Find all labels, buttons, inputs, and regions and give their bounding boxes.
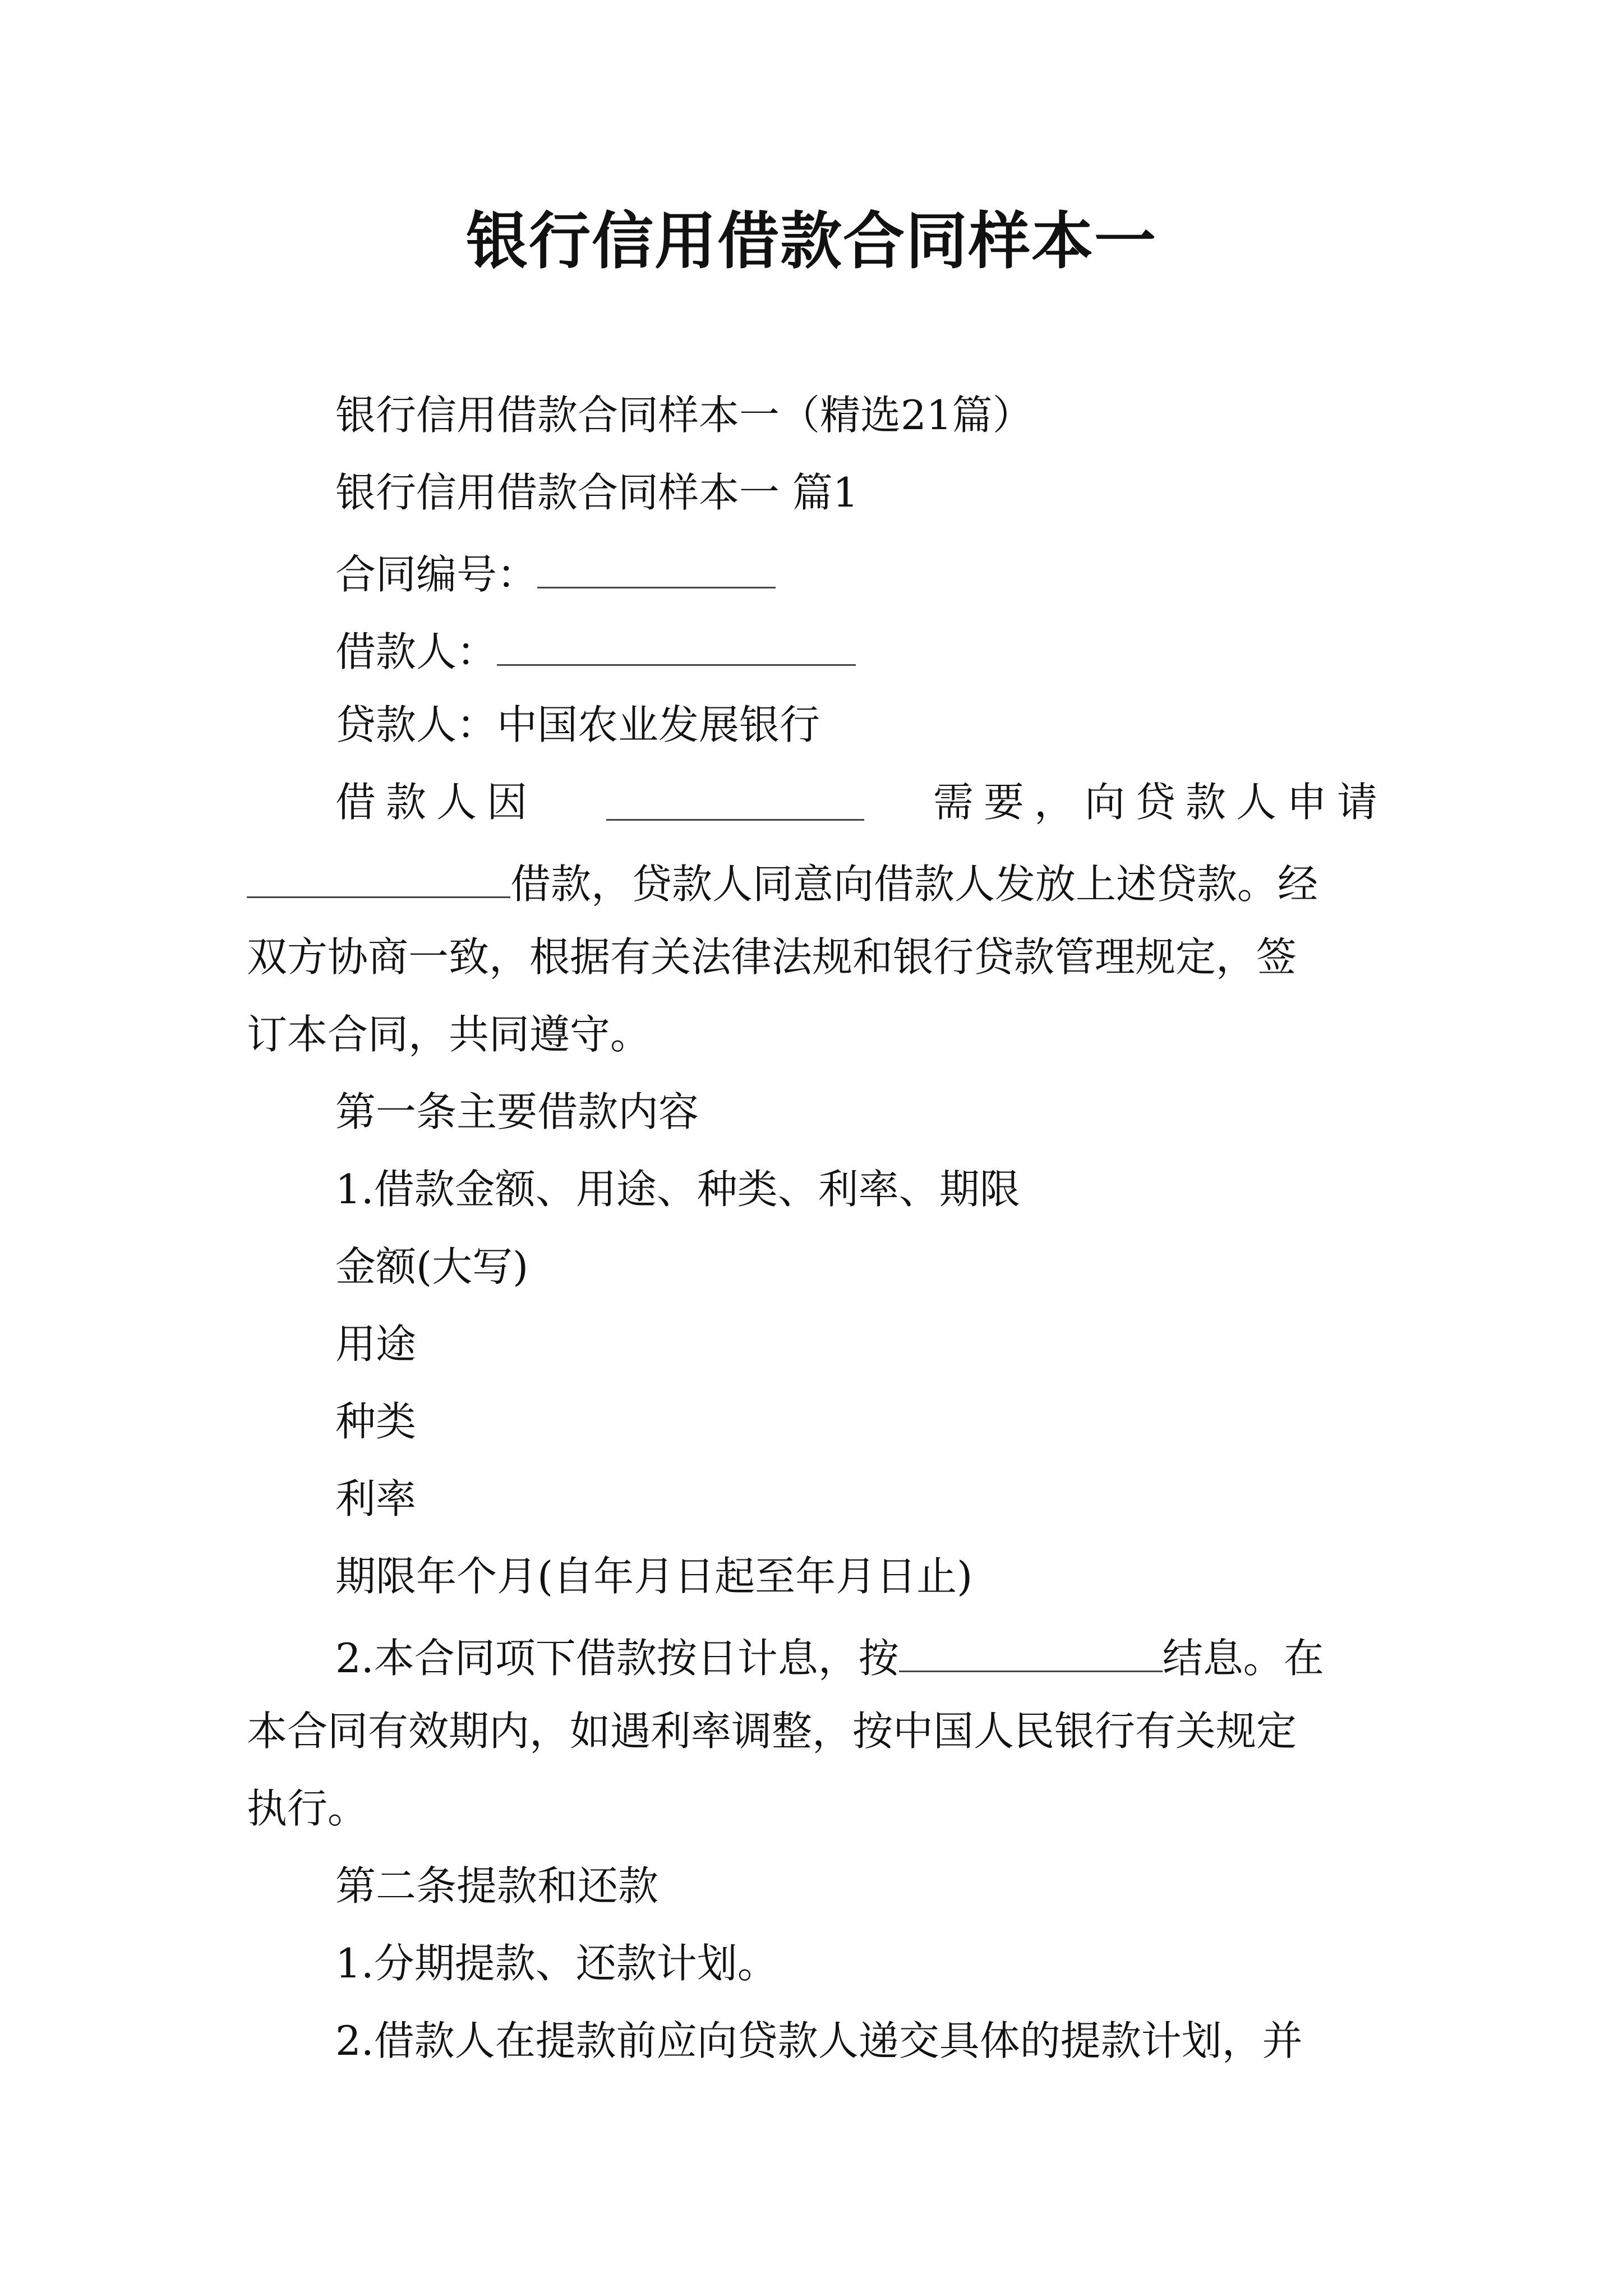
interest-text-1: 2.本合同项下借款按日计息，按 (335, 1635, 899, 1682)
article-1-item-2 (335, 1626, 1324, 1686)
contract-number-field (335, 542, 776, 602)
intro-line-3: 双方协商一致，根据有关法律法规和银行贷款管理规定，签 (247, 933, 1297, 981)
type-line: 种类 (335, 1398, 417, 1445)
rate-line: 利率 (335, 1475, 417, 1522)
contract-number-blank[interactable] (537, 542, 776, 588)
document-title: 银行信用借款合同样本一 (466, 205, 1157, 277)
intro-line-2 (247, 852, 1387, 912)
term-line: 期限年个月(自年月日起至年月日止) (335, 1553, 973, 1600)
purpose-line: 用途 (335, 1320, 417, 1368)
section-heading: 银行信用借款合同样本一 篇1 (335, 469, 859, 516)
article-2-item-1: 1.分期提款、还款计划。 (335, 1940, 778, 1987)
contract-number-label: 合同编号： (335, 551, 538, 598)
interest-text-2: 结息。在 (1162, 1635, 1324, 1682)
intro-text-3: 借款，贷款人同意向借款人发放上述贷款。经 (510, 861, 1318, 908)
intro-text-1: 借款人因 (335, 779, 538, 826)
loan-reason-blank[interactable] (606, 774, 864, 821)
article-1-item-2-line-2: 本合同有效期内，如遇利率调整，按中国人民银行有关规定 (247, 1708, 1297, 1755)
borrower-label: 借款人： (335, 628, 497, 675)
intro-line-1 (335, 774, 1387, 830)
article-1-item-1: 1.借款金额、用途、种类、利率、期限 (335, 1166, 1020, 1213)
borrower-blank[interactable] (497, 619, 856, 666)
article-2-item-2: 2.借款人在提款前应向贷款人递交具体的提款计划，并 (335, 2017, 1303, 2064)
borrower-field (335, 619, 856, 680)
intro-text-2: 需要，向贷款人申请 (933, 779, 1387, 826)
settlement-blank[interactable] (899, 1626, 1163, 1672)
amount-line: 金额(大写) (335, 1243, 529, 1290)
lender-field (335, 697, 820, 753)
lender-value: 中国农业发展银行 (497, 701, 820, 748)
article-2-heading: 第二条提款和还款 (335, 1862, 659, 1910)
article-1-item-2-line-3: 执行。 (247, 1785, 368, 1832)
article-1-heading: 第一条主要借款内容 (335, 1088, 699, 1135)
subtitle: 银行信用借款合同样本一（精选21篇） (335, 392, 1033, 439)
lender-label: 贷款人： (335, 701, 497, 748)
intro-line-4: 订本合同，共同遵守。 (247, 1011, 651, 1058)
loan-amount-blank[interactable] (247, 852, 510, 898)
